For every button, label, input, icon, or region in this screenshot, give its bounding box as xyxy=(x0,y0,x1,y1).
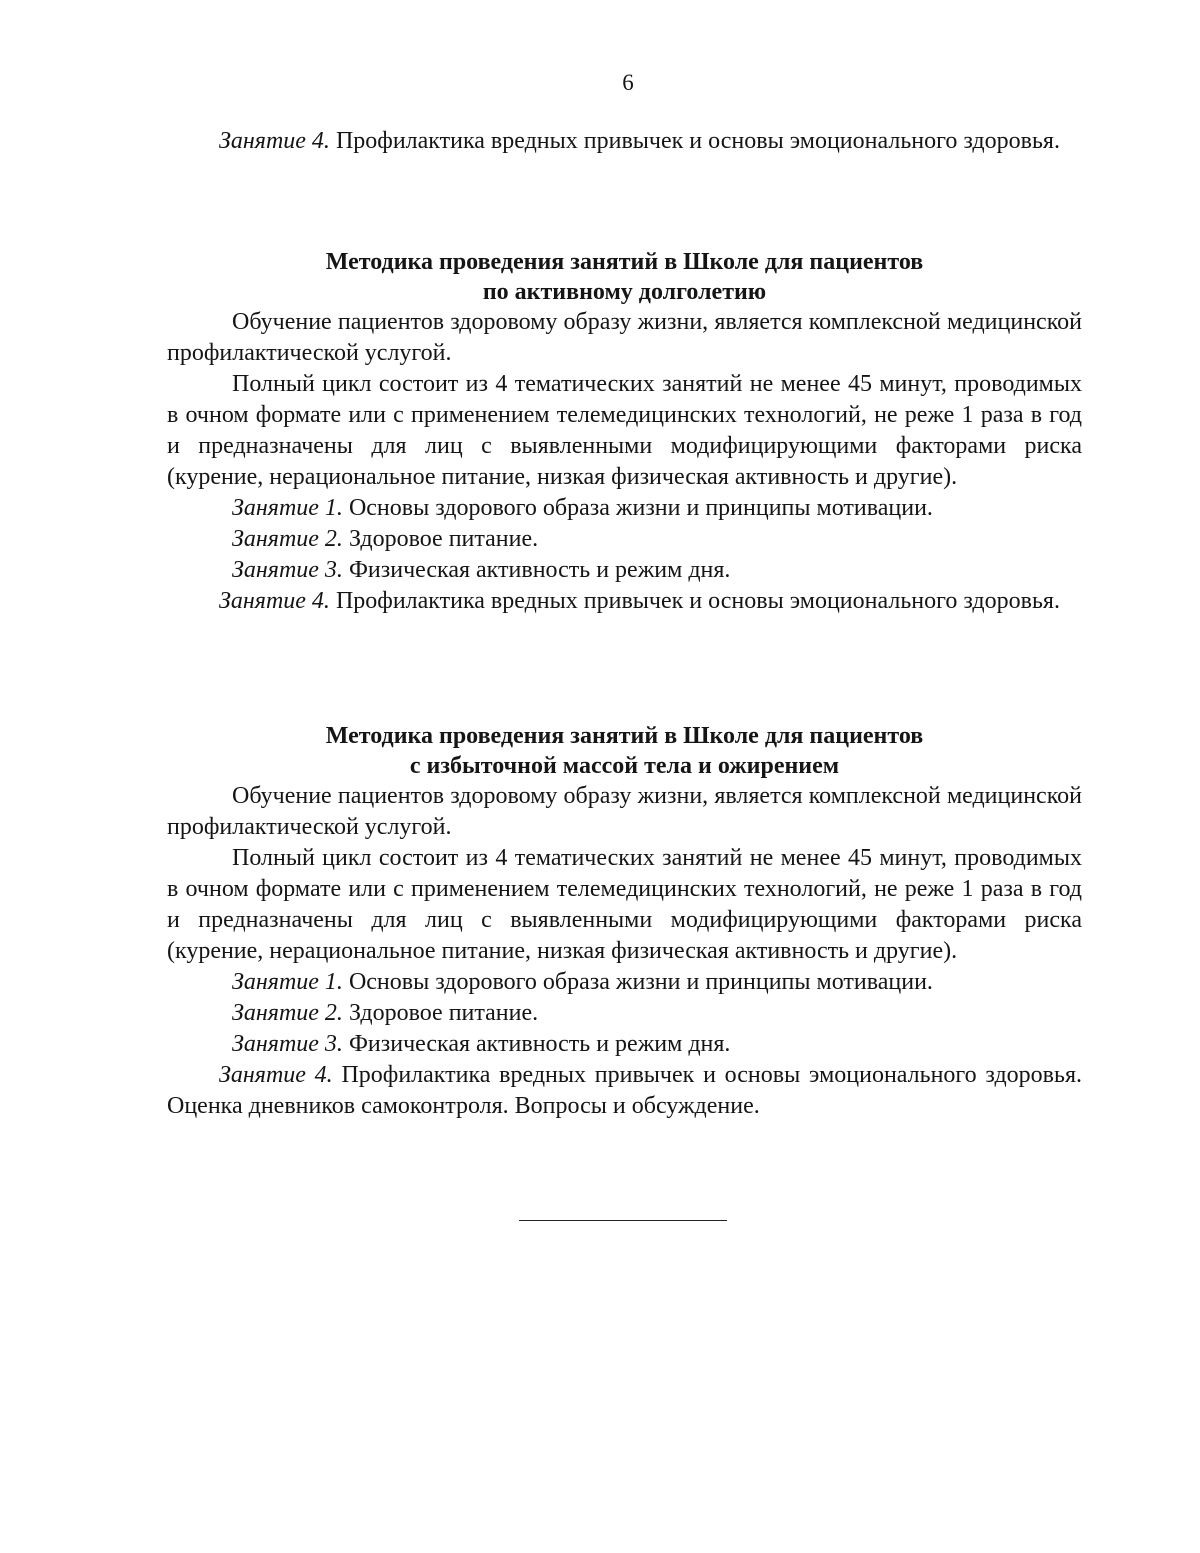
lesson-item-4 xyxy=(167,586,1082,617)
section-overweight-obesity xyxy=(167,721,1082,1122)
lesson-title: Занятие 2. xyxy=(232,526,343,552)
section-heading xyxy=(167,721,1082,781)
section-heading-line-1: Методика проведения занятий в Школе для пациентов xyxy=(325,723,924,749)
lesson-title: Занятие 4. xyxy=(219,1062,333,1088)
end-divider-line xyxy=(519,1220,727,1221)
lesson-title: Занятие 3. xyxy=(232,1031,343,1057)
section-active-longevity xyxy=(167,247,1082,617)
page-number: 6 xyxy=(622,70,634,95)
section-heading-line-2: по активному долголетию xyxy=(482,279,767,305)
lesson-text: Основы здорового образа жизни и принципы мотивации. xyxy=(342,495,933,521)
lesson-text: Профилактика вредных привычек и основы эмоционального здоровья. Оценка дневников самоконтроля. Вопросы и обсуждение. xyxy=(167,1062,1082,1119)
lesson-item-3 xyxy=(167,555,1082,586)
lesson-text: Физическая активность и режим дня. xyxy=(342,1031,731,1057)
lesson-text: Профилактика вредных привычек и основы эмоционального здоровья. xyxy=(329,128,1060,154)
lesson-title: Занятие 2. xyxy=(232,1000,343,1026)
section-heading-line-2: с избыточной массой тела и ожирением xyxy=(409,753,840,779)
lesson-title: Занятие 4. xyxy=(219,588,330,614)
section-heading xyxy=(167,247,1082,307)
intro-block xyxy=(167,126,1082,157)
lesson-title: Занятие 3. xyxy=(232,557,343,583)
lesson-text: Основы здорового образа жизни и принципы мотивации. xyxy=(342,969,933,995)
lesson-item-3 xyxy=(167,1029,1082,1060)
lesson-item-1 xyxy=(167,967,1082,998)
section-paragraph-1: Обучение пациентов здоровому образу жизни, является комплексной медицинской профилактической услугой. xyxy=(167,309,1082,366)
intro-lesson-4 xyxy=(167,126,1082,157)
lesson-text: Профилактика вредных привычек и основы эмоционального здоровья. xyxy=(329,588,1060,614)
lesson-item-2 xyxy=(167,524,1082,555)
section-paragraph-2: Полный цикл состоит из 4 тематических занятий не менее 45 минут, проводимых в очном формате или с применением телемедицинских технологий, не реже 1 раза в год и предназначены для лиц с выявленными модифицирующими факторами риска (курение, нерациональное питание, низкая физическая активность и другие). xyxy=(167,371,1082,490)
lesson-text: Здоровое питание. xyxy=(342,1000,539,1026)
lesson-text: Здоровое питание. xyxy=(342,526,539,552)
lesson-title: Занятие 1. xyxy=(232,495,343,521)
section-heading-line-1: Методика проведения занятий в Школе для пациентов xyxy=(325,249,924,275)
lesson-item-2 xyxy=(167,998,1082,1029)
lesson-item-4 xyxy=(167,1060,1082,1122)
section-paragraph-2: Полный цикл состоит из 4 тематических занятий не менее 45 минут, проводимых в очном формате или с применением телемедицинских технологий, не реже 1 раза в год и предназначены для лиц с выявленными модифицирующими факторами риска (курение, нерациональное питание, низкая физическая активность и другие). xyxy=(167,845,1082,964)
lesson-title: Занятие 1. xyxy=(232,969,343,995)
lesson-title: Занятие 4. xyxy=(219,128,330,154)
lesson-item-1 xyxy=(167,493,1082,524)
section-paragraph-1: Обучение пациентов здоровому образу жизни, является комплексной медицинской профилактической услугой. xyxy=(167,783,1082,840)
lesson-text: Физическая активность и режим дня. xyxy=(342,557,731,583)
